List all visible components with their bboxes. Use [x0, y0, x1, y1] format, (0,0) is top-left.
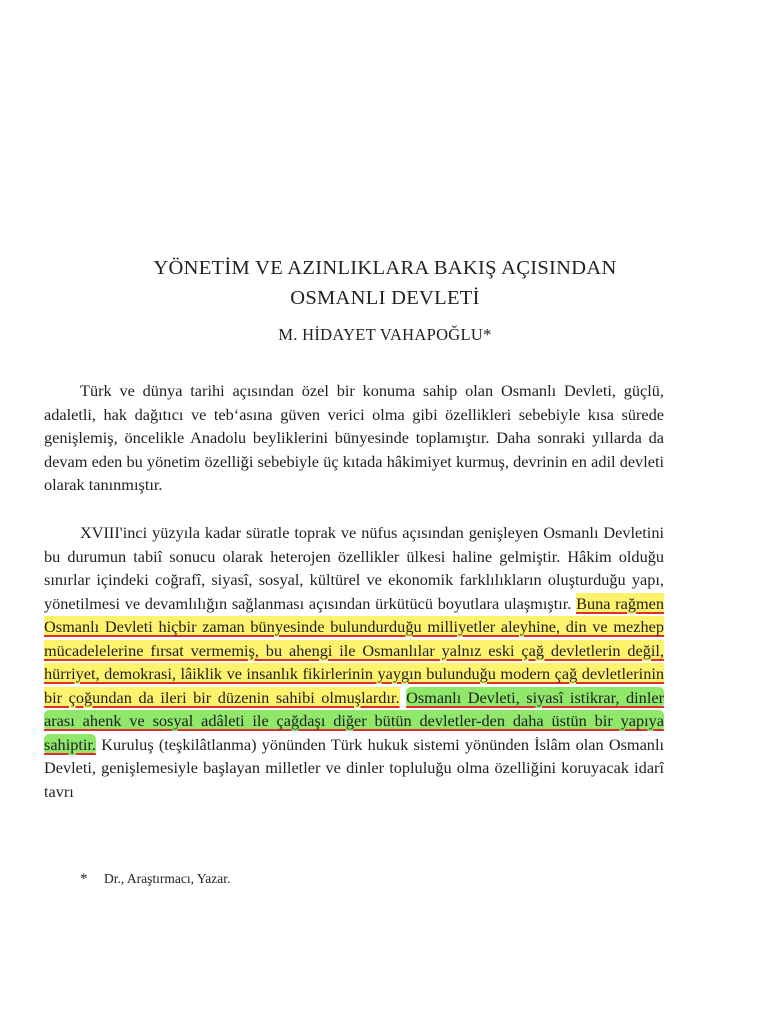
green-highlight: Osmanlı Devleti, siyasî istikrar, dinler arası ahenk ve sosyal adâleti ile çağdaşı diğer bütün devletler-den daha üstün bir yapıya sahiptir.: [44, 687, 664, 754]
article-title-line-1: YÖNETİM VE AZINLIKLARA BAKIŞ AÇISINDAN: [153, 257, 617, 279]
paragraph-2-text-before: XVIII'inci yüzyıla kadar süratle toprak ve nüfus açısından genişleyen Osmanlı Devletini bu durumun tabiî sonucu olarak heterojen özellikler ülkesi haline gelmiştir. Hâkim olduğu sınırlar içindeki coğrafî, siyasî, sosyal, kültürel ve ekonomik farklılıkların oluşturduğu yapı, yönetilmesi ve devamlılığın sağlanması açısından ürkütücü boyutlara ulaşmıştır.: [44, 523, 664, 613]
paragraph-2-text-after: Kuruluş (teşkilâtlanma) yönünden Türk hukuk sistemi yönünden İslâm olan Osmanlı Devleti, genişlemesiyle başlayan milletler ve dinler topluluğu olma özelliğini koruyacak idarî tavrı: [44, 734, 664, 801]
paragraph-1: Türk ve dünya tarihi açısından özel bir konuma sahip olan Osmanlı Devleti, güçlü, adaletli, hak dağıtıcı ve teb‘asına güven verici olma gibi özellikleri sebebiyle kısa sürede genişlemiş, öncelikle Anadolu beyliklerini bünyesinde toplamıştır. Daha sonraki yıllarda da devam eden bu yönetim özelliği sebebiyle üç kıtada hâkimiyet kurmuş, devrinin en adil devleti olarak tanınmıştır.: [44, 381, 664, 494]
footnote-mark: *: [80, 871, 88, 887]
footnote-text: Dr., Araştırmacı, Yazar.: [104, 871, 231, 886]
paragraph-2: [44, 521, 664, 803]
article-title-line-2: OSMANLI DEVLETİ: [290, 287, 480, 309]
author-name: M. HİDAYET VAHAPOĞLU*: [278, 325, 492, 344]
yellow-highlight: Buna rağmen Osmanlı Devleti hiçbir zaman bünyesinde bulundurduğu milliyetler aleyhine, din ve mezhep mücadelelerine fırsat vermemiş, bu ahengi ile Osmanlılar yalnız eski çağ devletlerin değil, hürriyet, demokrasi, lâiklik ve insanlık fikirlerinin yaygın bulunduğu modern çağ devletlerinin bir çoğundan da ileri bir düzenin sahibi olmuşlardır.: [44, 593, 664, 707]
footnote: [80, 871, 230, 888]
